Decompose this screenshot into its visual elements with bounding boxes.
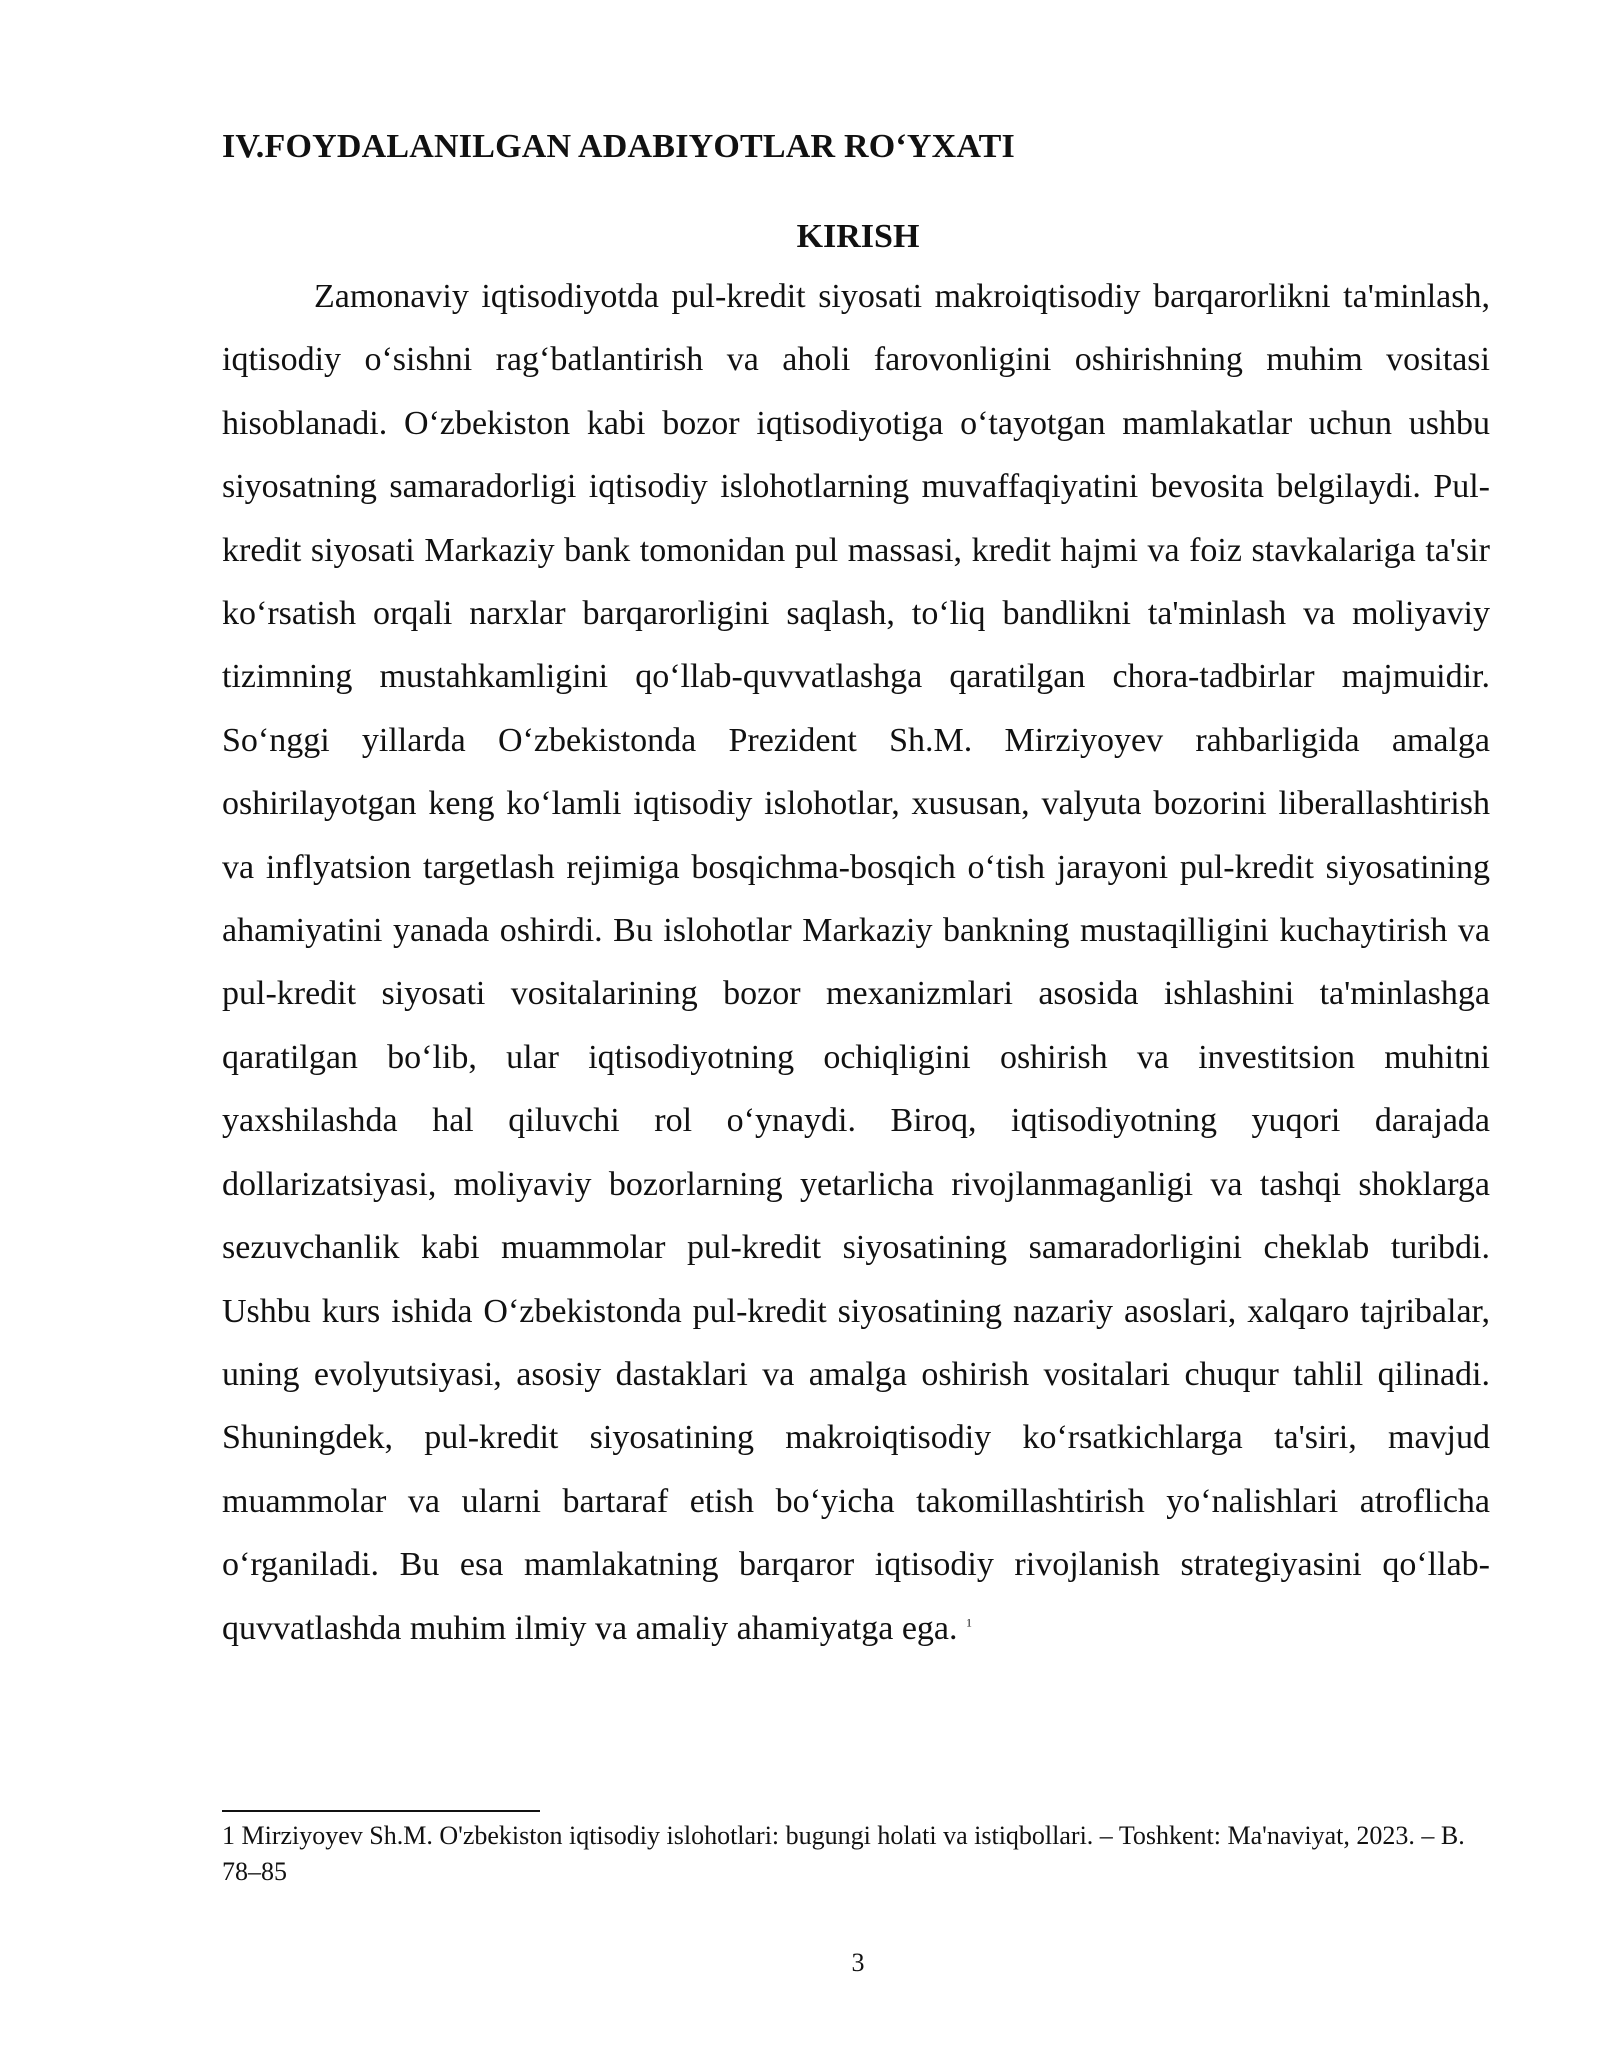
footnote: 1 Mirziyoyev Sh.M. O'zbekiston iqtisodiy islohotlari: bugungi holati va istiqbollari. – Toshkent: Ma'naviyat, 2023. – B. 78–85 [222,1821,1465,1886]
intro-paragraph-text: Zamonaviy iqtisodiyotda pul-kredit siyosati makroiqtisodiy barqarorlikni ta'minlash, iqtisodiy o‘sishni rag‘batlantirish va aholi farovonligini oshirishning muhim vositasi hisoblanadi. O‘zbekiston kabi bozor iqtisodiyotiga o‘tayotgan mamlakatlar uchun ushbu siyosatning samaradorligi iqtisodiy islohotlarning muvaffaqiyatini bevosita belgilaydi. Pul-kredit siyosati Markaziy bank tomonidan pul massasi, kredit hajmi va foiz stavkalariga ta'sir ko‘rsatish orqali narxlar barqarorligini saqlash, to‘liq bandlikni ta'minlash va moliyaviy tizimning mustahkamligini qo‘llab-quvvatlashga qaratilgan chora-tadbirlar majmuidir. So‘nggi yillarda O‘zbekistonda Prezident Sh.M. Mirziyoyev rahbarligida amalga oshirilayotgan keng ko‘lamli iqtisodiy islohotlar, xususan, valyuta bozorini liberallashtirish va inflyatsion targetlash rejimiga bosqichma-bosqich o‘tish jarayoni pul-kredit siyosatining ahamiyatini yanada oshirdi. Bu islohotlar Markaziy bankning mustaqilligini kuchaytirish va pul-kredit siyosati vositalarining bozor mexanizmlari asosida ishlashini ta'minlashga qaratilgan bo‘lib, ular iqtisodiyotning ochiqligini oshirish va investitsion muhitni yaxshilashda hal qiluvchi rol o‘ynaydi. Biroq, iqtisodiyotning yuqori darajada dollarizatsiyasi, moliyaviy bozorlarning yetarlicha rivojlanmaganligi va tashqi shoklarga sezuvchanlik kabi muammolar pul-kredit siyosatining samaradorligini cheklab turibdi. Ushbu kurs ishida O‘zbekistonda pul-kredit siyosatining nazariy asoslari, xalqaro tajribalar, uning evolyutsiyasi, asosiy dastaklari va amalga oshirish vositalari chuqur tahlil qilinadi. Shuningdek, pul-kredit siyosatining makroiqtisodiy ko‘rsatkichlarga ta'siri, mavjud muammolar va ularni bartaraf etish bo‘yicha takomillashtirish yo‘nalishlari atroflicha o‘rganiladi. Bu esa mamlakatning barqaror iqtisodiy rivojlanish strategiyasini qo‘llab-quvvatlashda muhim ilmiy va amaliy ahamiyatga ega. [222,278,1490,1647]
footnote-reference: 1 [966,1615,973,1630]
intro-title: KIRISH [796,218,920,255]
page-number: 3 [851,1948,865,1977]
intro-paragraph [222,265,1490,1660]
footnote-separator [222,1810,540,1812]
section-heading: IV.FOYDALANILGAN ADABIYOTLAR RO‘YXATI [222,128,1015,165]
